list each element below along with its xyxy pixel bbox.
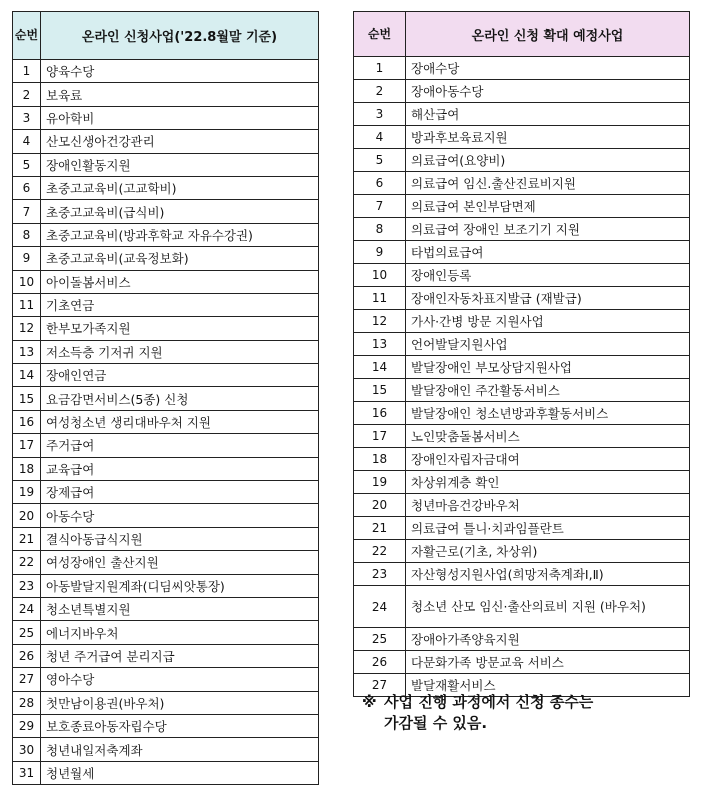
table-row [354,628,690,651]
row-number: 1 [354,57,406,80]
table-row [13,293,319,316]
row-number: 2 [354,80,406,103]
program-name: 발달장애인 부모상담지원사업 [406,356,690,379]
program-name: 교육급여 [41,457,319,480]
program-name: 초중고교육비(고교학비) [41,176,319,199]
table-row [354,149,690,172]
table-row [13,410,319,433]
program-name: 장애인자립자금대여 [406,448,690,471]
table-row [354,195,690,218]
number-column-header: 순번 [13,12,41,60]
row-number: 6 [13,176,41,199]
table-row [13,223,319,246]
program-name: 발달장애인 주간활동서비스 [406,379,690,402]
program-name: 아동발달지원계좌(디딤씨앗통장) [41,574,319,597]
program-name: 초중고교육비(교육정보화) [41,247,319,270]
table-row [13,200,319,223]
footnote-line-1: 사업 진행 과정에서 신청 종수는 [384,693,594,711]
row-number: 26 [13,644,41,667]
table-title: 온라인 신청 확대 예정사업 [406,12,690,57]
table-row [13,340,319,363]
row-number: 10 [13,270,41,293]
program-name: 의료급여 임신.출산진료비지원 [406,172,690,195]
row-number: 30 [13,738,41,761]
row-number: 11 [354,287,406,310]
program-name: 의료급여(요양비) [406,149,690,172]
footnote-line-2: 가감될 수 있음. [384,714,488,732]
program-name: 초중고교육비(방과후학교 자유수강권) [41,223,319,246]
table-row [13,597,319,620]
table-row [13,153,319,176]
table-row [13,83,319,106]
table-row [13,364,319,387]
program-name: 차상위계층 확인 [406,471,690,494]
row-number: 8 [354,218,406,241]
table-row [13,738,319,761]
row-number: 23 [354,563,406,586]
program-name: 청소년 산모 임신·출산의료비 지원 (바우처) [406,586,690,628]
row-number: 19 [354,471,406,494]
program-name: 결식아동급식지원 [41,527,319,550]
row-number: 3 [354,103,406,126]
program-name: 장애인연금 [41,364,319,387]
table-row [354,80,690,103]
row-number: 18 [354,448,406,471]
program-name: 영아수당 [41,668,319,691]
program-name: 보호종료아동자립수당 [41,714,319,737]
table-row [354,57,690,80]
program-name: 청년월세 [41,761,319,784]
table-row [13,457,319,480]
program-name: 장제급여 [41,481,319,504]
row-number: 3 [13,106,41,129]
table-row [13,551,319,574]
footnote [362,692,692,734]
program-name: 한부모가족지원 [41,317,319,340]
table-row [354,540,690,563]
row-number: 25 [13,621,41,644]
table-row [354,264,690,287]
row-number: 17 [354,425,406,448]
program-name: 자산형성지원사업(희망저축계좌Ⅰ,Ⅱ) [406,563,690,586]
row-number: 12 [13,317,41,340]
reference-mark: ※ [362,693,377,711]
row-number: 20 [13,504,41,527]
program-name: 장애인등록 [406,264,690,287]
program-name: 청년마음건강바우처 [406,494,690,517]
row-number: 7 [354,195,406,218]
table-row [354,425,690,448]
program-name: 초중고교육비(급식비) [41,200,319,223]
row-number: 5 [13,153,41,176]
row-number: 25 [354,628,406,651]
program-name: 양육수당 [41,60,319,83]
row-number: 31 [13,761,41,784]
row-number: 4 [354,126,406,149]
table-row [354,287,690,310]
row-number: 20 [354,494,406,517]
row-number: 29 [13,714,41,737]
row-number: 17 [13,434,41,457]
row-number: 11 [13,293,41,316]
program-name: 해산급여 [406,103,690,126]
row-number: 15 [354,379,406,402]
program-name: 언어발달지원사업 [406,333,690,356]
program-name: 발달재활서비스 [406,674,690,697]
row-number: 5 [354,149,406,172]
row-number: 7 [13,200,41,223]
row-number: 4 [13,130,41,153]
table-row [13,106,319,129]
row-number: 22 [354,540,406,563]
table-header-row [13,12,319,60]
row-number: 28 [13,691,41,714]
program-name: 장애수당 [406,57,690,80]
row-number: 22 [13,551,41,574]
program-name: 가사·간병 방문 지원사업 [406,310,690,333]
online-application-table [12,11,319,785]
program-name: 장애아동수당 [406,80,690,103]
row-number: 21 [354,517,406,540]
table-row [354,517,690,540]
row-number: 23 [13,574,41,597]
program-name: 자활근로(기초, 차상위) [406,540,690,563]
table-row [354,356,690,379]
row-number: 1 [13,60,41,83]
program-name: 저소득층 기저귀 지원 [41,340,319,363]
program-name: 에너지바우처 [41,621,319,644]
program-name: 노인맞춤돌봄서비스 [406,425,690,448]
program-name: 발달장애인 청소년방과후활동서비스 [406,402,690,425]
row-number: 16 [354,402,406,425]
table-row [354,103,690,126]
program-name: 의료급여 장애인 보조기기 지원 [406,218,690,241]
table-row [354,310,690,333]
table-row [354,218,690,241]
program-name: 의료급여 본인부담면제 [406,195,690,218]
program-name: 아이돌봄서비스 [41,270,319,293]
table-row [13,504,319,527]
row-number: 19 [13,481,41,504]
row-number: 26 [354,651,406,674]
program-name: 아동수당 [41,504,319,527]
table-row [13,527,319,550]
table-row [13,434,319,457]
row-number: 27 [13,668,41,691]
table-row [13,761,319,784]
program-name: 유아학비 [41,106,319,129]
row-number: 13 [13,340,41,363]
row-number: 14 [354,356,406,379]
program-name: 요금감면서비스(5종) 신청 [41,387,319,410]
program-name: 장애인자동차표지발급 (재발급) [406,287,690,310]
table-row [13,714,319,737]
table-row [13,481,319,504]
row-number: 16 [13,410,41,433]
row-number: 21 [13,527,41,550]
table-row [13,176,319,199]
table-row [13,691,319,714]
program-name: 청년 주거급여 분리지급 [41,644,319,667]
program-name: 첫만남이용권(바우처) [41,691,319,714]
planned-expansion-table [353,11,690,697]
row-number: 9 [354,241,406,264]
program-name: 여성장애인 출산지원 [41,551,319,574]
table-row [354,126,690,149]
row-number: 13 [354,333,406,356]
row-number: 9 [13,247,41,270]
table-row [354,241,690,264]
row-number: 24 [13,597,41,620]
row-number: 15 [13,387,41,410]
program-name: 장애인활동지원 [41,153,319,176]
number-column-header: 순번 [354,12,406,57]
table-row [354,448,690,471]
table-row [354,586,690,628]
row-number: 8 [13,223,41,246]
row-number: 6 [354,172,406,195]
program-name: 청년내일저축계좌 [41,738,319,761]
table-row [354,563,690,586]
program-name: 기초연금 [41,293,319,316]
row-number: 18 [13,457,41,480]
table-row [13,668,319,691]
program-name: 방과후보육료지원 [406,126,690,149]
table-row [13,387,319,410]
table-row [354,379,690,402]
table-row [13,317,319,340]
program-name: 보육료 [41,83,319,106]
table-row [13,130,319,153]
table-row [13,247,319,270]
program-name: 산모신생아건강관리 [41,130,319,153]
row-number: 14 [13,364,41,387]
table-row [354,333,690,356]
row-number: 2 [13,83,41,106]
row-number: 10 [354,264,406,287]
table-row [13,621,319,644]
table-row [13,574,319,597]
table-row [354,471,690,494]
table-row [354,172,690,195]
table-row [13,644,319,667]
table-row [13,60,319,83]
table-header-row [354,12,690,57]
table-row [354,494,690,517]
row-number: 24 [354,586,406,628]
program-name: 다문화가족 방문교육 서비스 [406,651,690,674]
table-row [13,270,319,293]
program-name: 청소년특별지원 [41,597,319,620]
program-name: 주거급여 [41,434,319,457]
program-name: 여성청소년 생리대바우처 지원 [41,410,319,433]
program-name: 타법의료급여 [406,241,690,264]
program-name: 의료급여 틀니·치과임플란트 [406,517,690,540]
row-number: 27 [354,674,406,697]
program-name: 장애아가족양육지원 [406,628,690,651]
table-row [354,402,690,425]
table-row [354,651,690,674]
table-title: 온라인 신청사업('22.8월말 기준) [41,12,319,60]
row-number: 12 [354,310,406,333]
